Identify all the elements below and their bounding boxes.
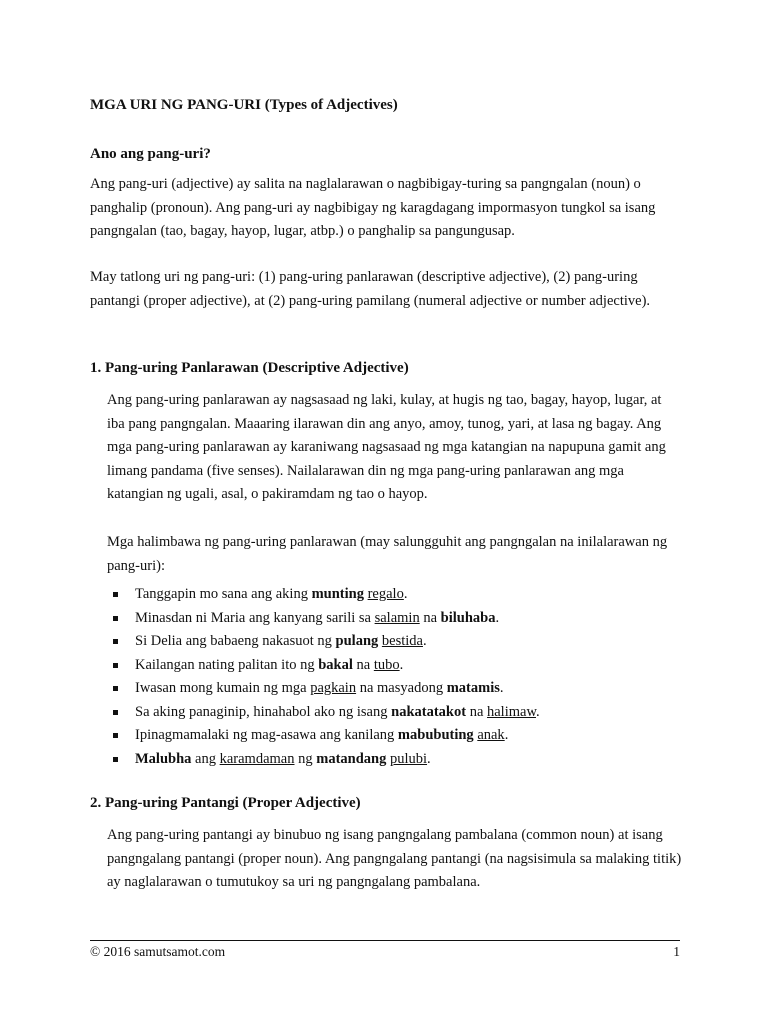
definition-paragraph: Ang pang-uri (adjective) ay salita na naglalarawan o nagbibigay-turing sa pangngalan (noun) o panghalip (pronoun). Ang pang-uri ay nagbibigay ng karagdagang impormasyon tungkol sa isang pangngalan (tao, bagay, hayop, lugar, atbp.) o panghalip sa pangungusap. (90, 176, 656, 239)
example-text: . (403, 586, 408, 602)
bullet-icon (113, 733, 118, 738)
bullet-icon (113, 710, 118, 715)
noun-word: salamin (374, 609, 420, 626)
example-text: . (495, 609, 500, 626)
example-text: Ipinagmamalaki ng mag-asawa ang kanilang (135, 727, 398, 743)
example-text: Tanggapin mo sana ang aking (135, 586, 312, 602)
adjective-word: biluhaba (440, 609, 496, 626)
section-1-body: Ang pang-uring panlarawan ay nagsasaad ng laki, kulay, at hugis ng tao, bagay, hayop, lugar, at iba pang pangngalan. Maaaring ilarawan din ang anyo, amoy, tunog, yari, at lasa ng bagay. Ang mga pang-uring panlarawan ay karaniwang nagsasaad ng mga katangian na napupuna gamit ang limang pandama (five senses). Nailalarawan din ng mga pang-uring panlarawan ang mga katangian ng ugali, asal, o pakiramdam ng tao o hayop. (107, 392, 666, 502)
example-text: . (504, 727, 509, 743)
bullet-icon (113, 639, 118, 644)
example-text: Si Delia ang babaeng nakasuot ng (135, 633, 336, 649)
example-text: ang (191, 750, 220, 767)
page-number: 1 (673, 944, 680, 959)
types-paragraph: May tatlong uri ng pang-uri: (1) pang-uring panlarawan (descriptive adjective), (2) pang-uring pantangi (proper adjective), at (2) pang-uring pamilang (numeral adjective or number adjective). (90, 269, 651, 309)
footer-divider (90, 940, 680, 941)
adjective-word: matandang (316, 750, 387, 767)
example-item (113, 724, 540, 748)
example-text: . (499, 680, 504, 696)
example-item (113, 654, 540, 678)
example-text: . (427, 750, 431, 767)
example-text: Minasdan ni Maria ang kanyang sarili sa (135, 609, 375, 626)
example-item (113, 630, 540, 654)
noun-word: pagkain (310, 680, 357, 696)
examples-list (113, 583, 540, 771)
noun-word: anak (477, 727, 505, 743)
noun-word: pulubi (389, 750, 428, 767)
bullet-icon (113, 663, 118, 668)
document-title: MGA URI NG PANG-URI (Types of Adjectives) (90, 97, 398, 113)
example-text: Sa aking panaginip, hinahabol ako ng isang (135, 703, 392, 720)
example-text: . (399, 656, 404, 673)
section-2-heading: 2. Pang-uring Pantangi (Proper Adjective) (90, 795, 361, 811)
bullet-icon (113, 616, 118, 621)
example-text: na (466, 703, 487, 720)
noun-word: regalo (367, 586, 404, 602)
example-text: na masyadong (356, 680, 447, 696)
example-text: . (422, 633, 427, 649)
example-item (113, 607, 540, 631)
example-text: na (419, 609, 441, 626)
section-2-body: Ang pang-uring pantangi ay binubuo ng isang pangngalang pambalana (common noun) at isang pangngalang pantangi (proper noun). Ang pangngalang pantangi (na nagsisimula sa malaking titik) ay naglalarawan o tumutukoy sa uri ng pangngalang pambalana. (107, 827, 682, 890)
example-text: na (352, 656, 374, 673)
bullet-icon (113, 592, 118, 597)
adjective-word: mabubuting (397, 727, 474, 743)
examples-intro: Mga halimbawa ng pang-uring panlarawan (may salungguhit ang pangngalan na inilalarawan ng pang-uri): (107, 534, 668, 574)
adjective-word: nakatatakot (391, 703, 467, 720)
example-text: Kailangan nating palitan ito ng (135, 656, 319, 673)
example-item (113, 583, 540, 607)
adjective-word: bakal (318, 656, 353, 673)
adjective-word: Malubha (135, 750, 192, 767)
adjective-word: pulang (335, 633, 379, 649)
adjective-word: munting (311, 586, 364, 602)
example-text: Iwasan mong kumain ng mga (135, 680, 311, 696)
noun-word: halimaw (487, 703, 536, 720)
noun-word: tubo (373, 656, 400, 673)
example-item (113, 677, 540, 701)
section-1-heading: 1. Pang-uring Panlarawan (Descriptive Adjective) (90, 360, 409, 376)
example-item (113, 748, 540, 772)
what-is-adjective-heading: Ano ang pang-uri? (90, 146, 211, 162)
bullet-icon (113, 757, 118, 762)
adjective-word: matamis (446, 680, 500, 696)
noun-word: bestida (381, 633, 423, 649)
example-text: . (536, 703, 540, 720)
example-text: ng (294, 750, 317, 767)
bullet-icon (113, 686, 118, 691)
example-item (113, 701, 540, 725)
noun-word: karamdaman (219, 750, 295, 767)
footer-copyright: © 2016 samutsamot.com (90, 944, 226, 959)
